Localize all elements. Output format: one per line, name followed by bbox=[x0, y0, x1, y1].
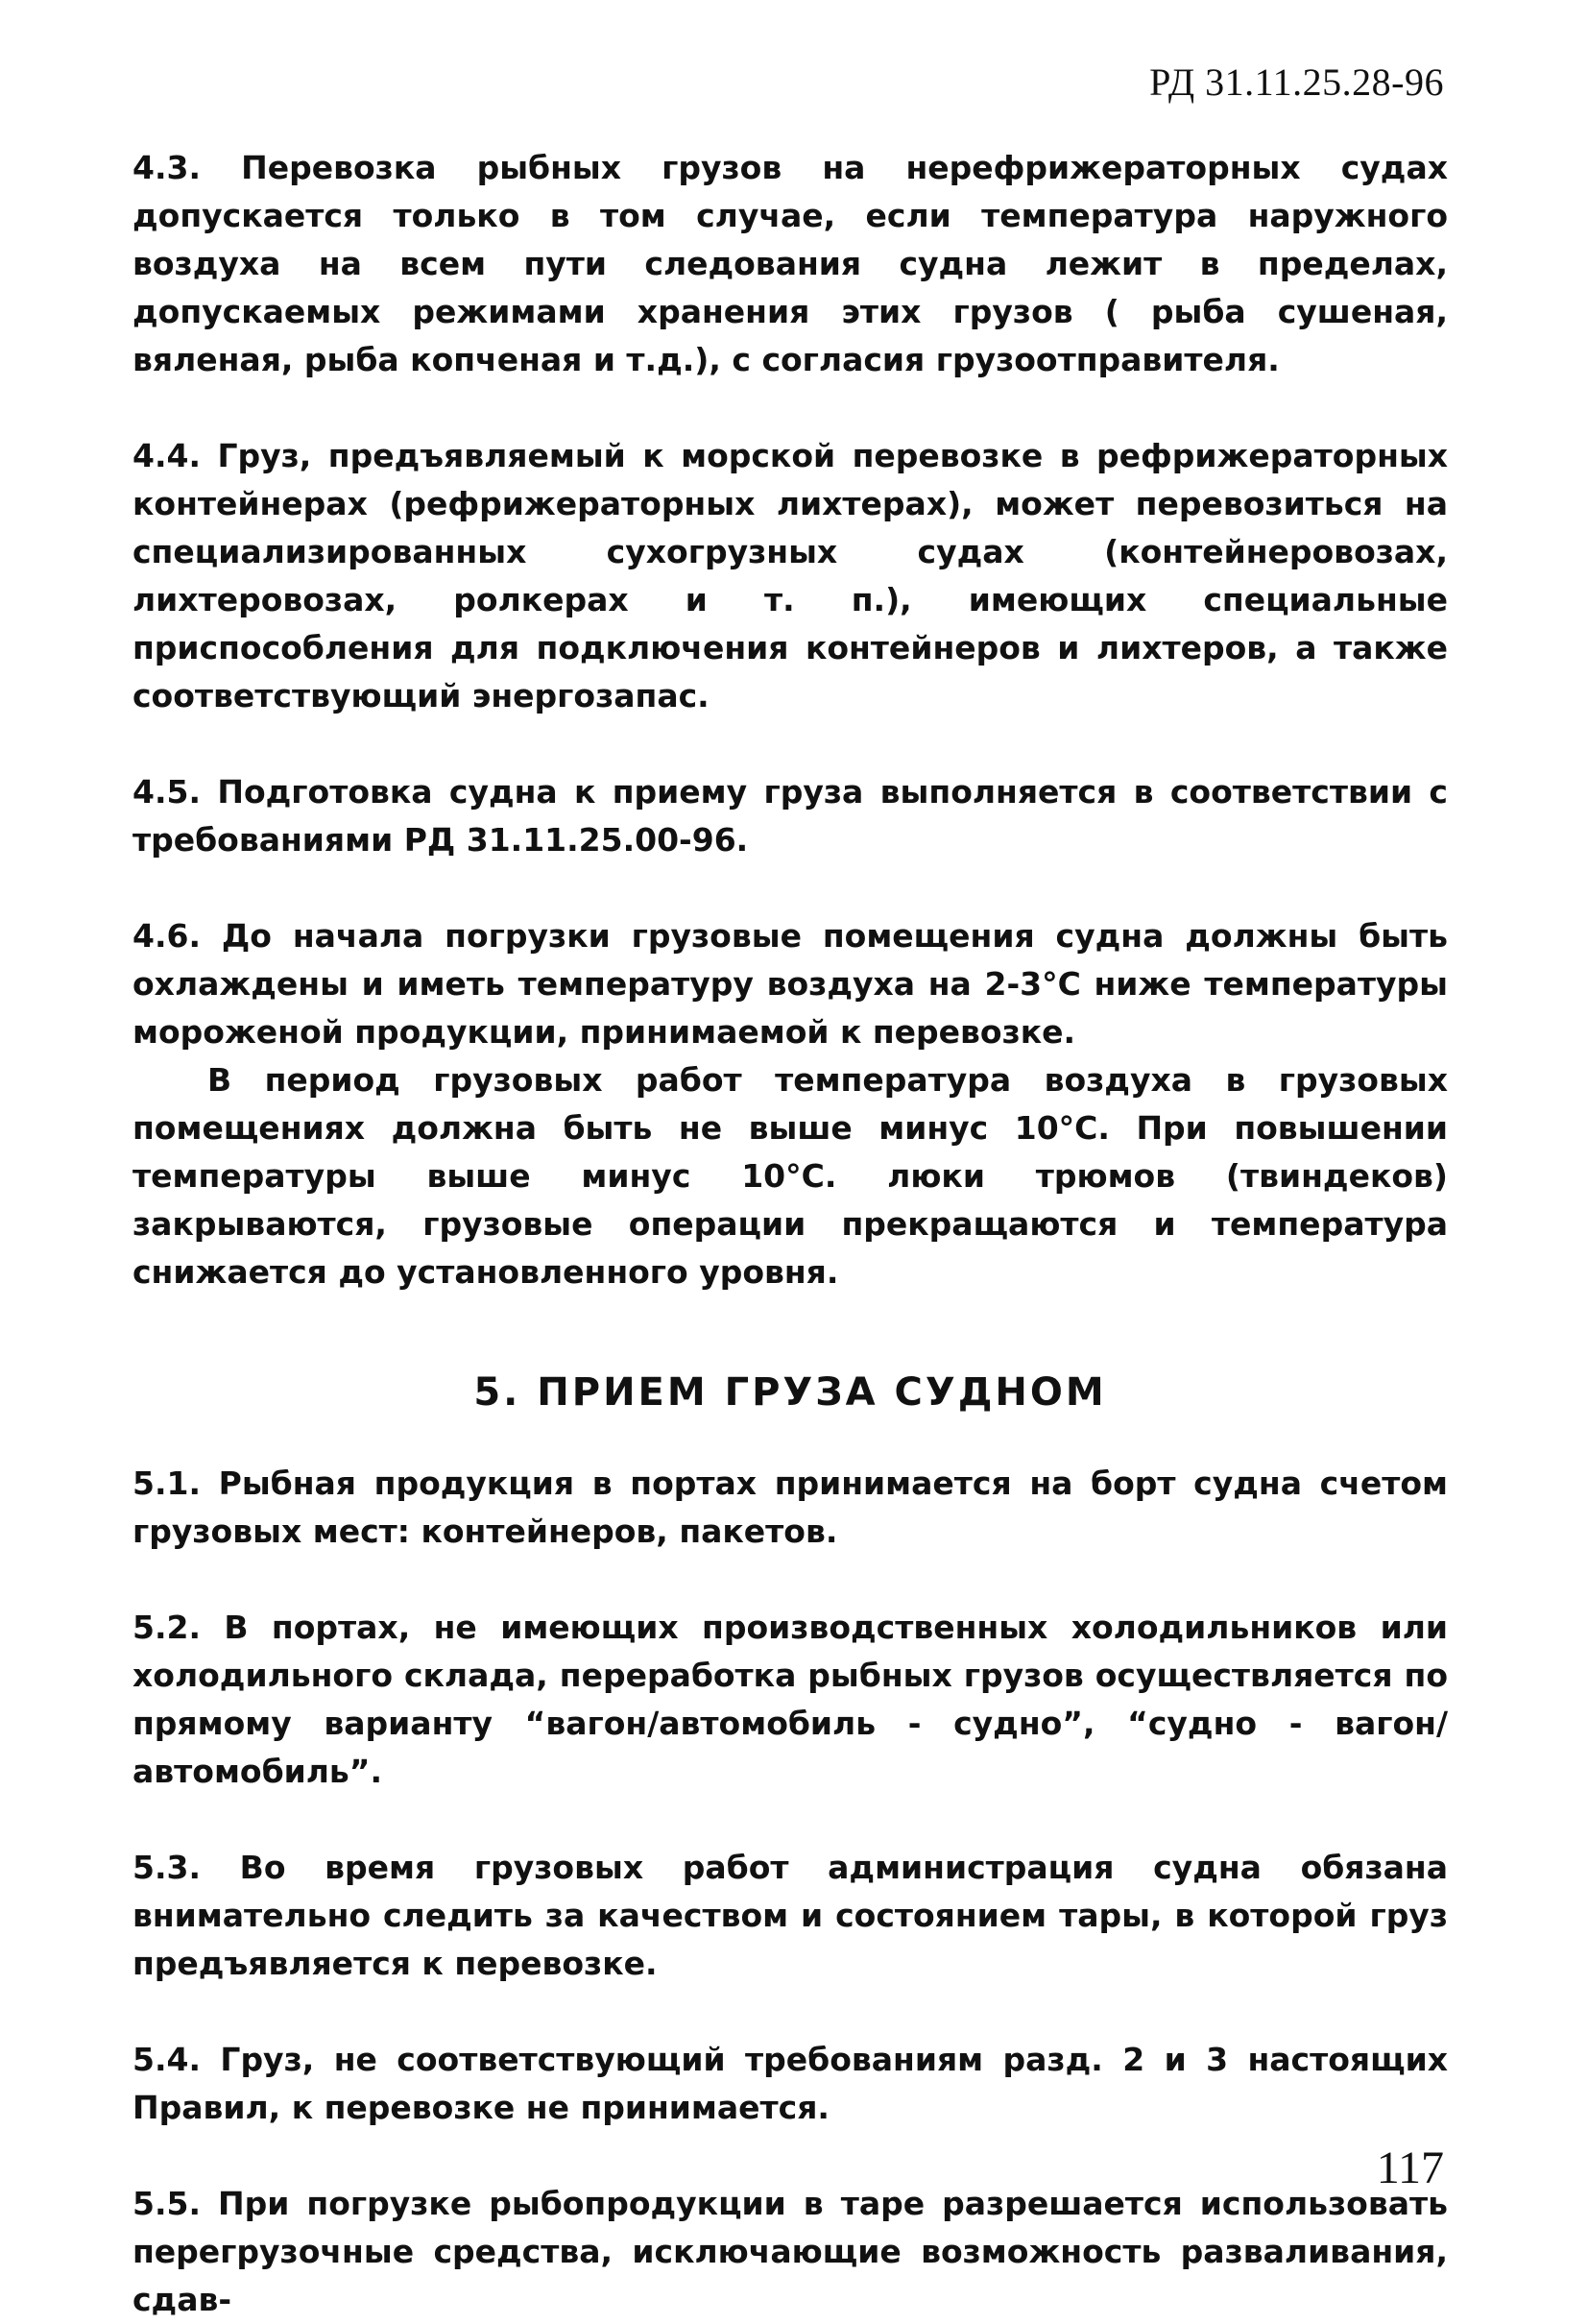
paragraph-5-5: 5.5. При погрузке рыбопродукции в таре разрешается использовать перегрузочные средства, исключающие возможность разваливания, сдав- bbox=[132, 2185, 1448, 2318]
paragraph-4-6-continuation: В период грузовых работ температура воздуха в грузовых помещениях должна быть не выше минус 10°С. При повышении температуры выше минус 10°С. люки трюмов (твиндеков) закрываются, грузовые операции прекращаются и температура снижается до установленного уровня. bbox=[132, 1061, 1448, 1291]
paragraph-4-6: 4.6. До начала погрузки грузовые помещения судна должны быть охлаждены и иметь температуру воздуха на 2-3°С ниже температуры мороженой продукции, принимаемой к перевозке. bbox=[132, 917, 1448, 1051]
paragraph-5-2: 5.2. В портах, не имеющих производственных холодильников или холодильного склада, переработка рыбных грузов осуществляется по прямому варианту “вагон/автомобиль - судно”, “судно - вагон/автомобиль”. bbox=[132, 1609, 1448, 1790]
paragraph-4-3: 4.3. Перевозка рыбных грузов на нерефрижераторных судах допускается только в том случае, если температура наружного воздуха на всем пути следования судна лежит в пределах, допускаемых режимами хранения этих грузов ( рыба сушеная, вяленая, рыба копченая и т.д.), с согласия грузоотправителя. bbox=[132, 149, 1448, 378]
paragraph-5-1: 5.1. Рыбная продукция в портах принимается на борт судна счетом грузовых мест: контейнеров, пакетов. bbox=[132, 1465, 1448, 1550]
section-heading: 5. ПРИЕМ ГРУЗА СУДНОМ bbox=[473, 1370, 1107, 1415]
paragraph-4-5: 4.5. Подготовка судна к приему груза выполняется в соответствии с требованиями РД 31.11.25.00-96. bbox=[132, 773, 1448, 859]
paragraph-5-4: 5.4. Груз, не соответствующий требованиям разд. 2 и 3 настоящих Правил, к перевозке не принимается. bbox=[132, 2041, 1448, 2126]
paragraph-5-3: 5.3. Во время грузовых работ администрация судна обязана внимательно следить за качеством и состоянием тары, в которой груз предъявляется к перевозке. bbox=[132, 1849, 1448, 1982]
document-body bbox=[132, 144, 1448, 2324]
paragraph-4-4: 4.4. Груз, предъявляемый к морской перевозке в рефрижераторных контейнерах (рефрижераторных лихтерах), может перевозиться на специализированных сухогрузных судах (контейнеровозах, лихтеровозах, ролкерах и т. п.), имеющих специальные приспособления для подключения контейнеров и лихтеров, а также соответствующий энергозапас. bbox=[132, 437, 1448, 714]
page-number: 117 bbox=[1376, 2142, 1444, 2193]
document-code: РД 31.11.25.28-96 bbox=[1149, 61, 1444, 104]
